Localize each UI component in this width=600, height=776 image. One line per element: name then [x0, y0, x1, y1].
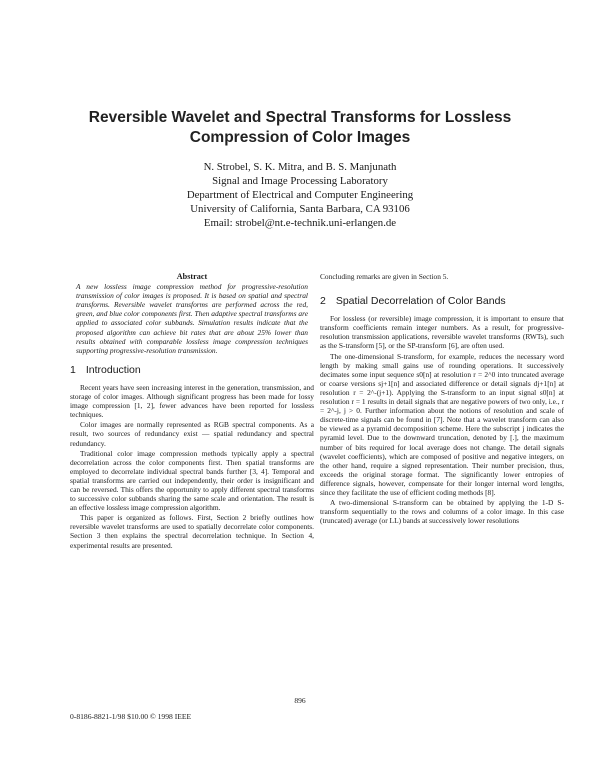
section-2-heading [320, 297, 564, 306]
author-department: Department of Electrical and Computer Engineering [186, 189, 414, 201]
right-column [320, 272, 564, 526]
copyright-footer: 0-8186-8821-1/98 $10.00 © 1998 IEEE [70, 712, 192, 721]
author-block [90, 160, 510, 230]
abstract-text: A new lossless image compression method for progressive-resolution transmission of color images is proposed. It is based on spatial and spectral transforms. Reversible wavelet transforms are performed across the red, green, and blue color components first. Then adaptive spectral transforms are applied to associated color subbands. Simulation results indicate that the proposed algorithm can achieve bit rates that are about 25% lower than results obtained with comparable lossless image compression techniques supporting progressive-resolution transmission. [76, 282, 308, 355]
section-1-heading [70, 363, 314, 376]
title-line-1: Reversible Wavelet and Spectral Transforms for Lossless [88, 109, 512, 126]
page-number: 896 [294, 696, 306, 705]
author-email: Email: strobel@nt.e-technik.uni-erlangen.de [203, 217, 397, 229]
section-2-title: Spatial Decorrelation of Color Bands [335, 295, 506, 308]
author-names: N. Strobel, S. K. Mitra, and B. S. Manjunath [203, 161, 397, 173]
left-column [70, 272, 314, 551]
paper-title [60, 108, 540, 148]
author-university: University of California, Santa Barbara, CA 93106 [190, 203, 410, 215]
section-2-paragraph-3: A two-dimensional S-transform can be obtained by applying the 1-D S-transform sequentially to the rows and columns of a color image. In this case (truncated) average (or LL) bands at successively lower resolutions [320, 498, 564, 526]
section-1-title: Introduction [85, 363, 141, 376]
conclusion-pointer: Concluding remarks are given in Section 5. [320, 272, 449, 281]
intro-paragraph-3: Traditional color image compression methods typically apply a spectral decorrelation across the color components first. Then spatial transforms are employed to decorrelate individual spectral bands further [3, 4]. Temporal and spatial transforms are carried out independently, their order is insignificant and can be reversed. This offers the opportunity to apply different spectral transforms to successive color subbands sharing the same scale and orientation. The result is an effective lossless image compression algorithm. [70, 448, 314, 513]
section-1-number: 1 [70, 363, 76, 376]
section-2-paragraph-1: For lossless (or reversible) image compression, it is important to ensure that transform coefficients remain integer numbers. As a result, for progressive-resolution transmission applications, reversible wavelet transforms (RWTs), such as the S-transform [5], or the SP-transform [6], are often used. [320, 314, 564, 351]
intro-paragraph-4: This paper is organized as follows. First, Section 2 briefly outlines how reversible wavelet transforms are used to spatially decorrelate color components. Section 3 then explains the spectral decorrelation technique. In Section 4, experimental results are presented. [70, 513, 314, 550]
title-line-2: Compression of Color Images [189, 129, 411, 146]
intro-paragraph-1: Recent years have seen increasing interest in the generation, transmission, and storage of color images. Although significant progress has been made for lossy image compression [1, 2], fewer advances have been reported for lossless techniques. [70, 382, 314, 420]
section-2-paragraph-2: The one-dimensional S-transform, for example, reduces the necessary word length by making small gains use of rounding operations. It successively decimates some input sequence s0[n] at resolution r = 2^0 into truncated average or coarse versions sj+1[n] and associated difference or detail signals dj+1[n] at resolution r = 2^-(j+1). Applying the S-transform to an input signal s0[n] at resolution r = 1 results in detail signals that are negative powers of two only, i.e., r = 2^-j, j > 0. Further information about the notions of resolution and scale of discrete-time signals can be found in [7]. Note that a wavelet transform can also be viewed as a pyramid decomposition scheme. Here the subscript j indicates the pyramid level. Due to the downward truncation, denoted by [.], the maximum number of bits required for local average does not change. The detail signals (wavelet coefficients), which are composed of positive and negative integers, on the other hand, require a signed representation. Their number precision, thus, exceeds the original storage format. The significantly lower entropies of difference signals, however, compensate for their longer internal word lengths, since they facilitate the use of efficient coding methods [8]. [320, 351, 564, 497]
abstract-heading: Abstract [176, 272, 208, 281]
section-2-number: 2 [320, 295, 326, 308]
author-lab: Signal and Image Processing Laboratory [212, 175, 388, 187]
intro-paragraph-2: Color images are normally represented as RGB spectral components. As a result, two sources of redundancy exist — spatial redundancy and spectral redundancy. [70, 420, 314, 448]
